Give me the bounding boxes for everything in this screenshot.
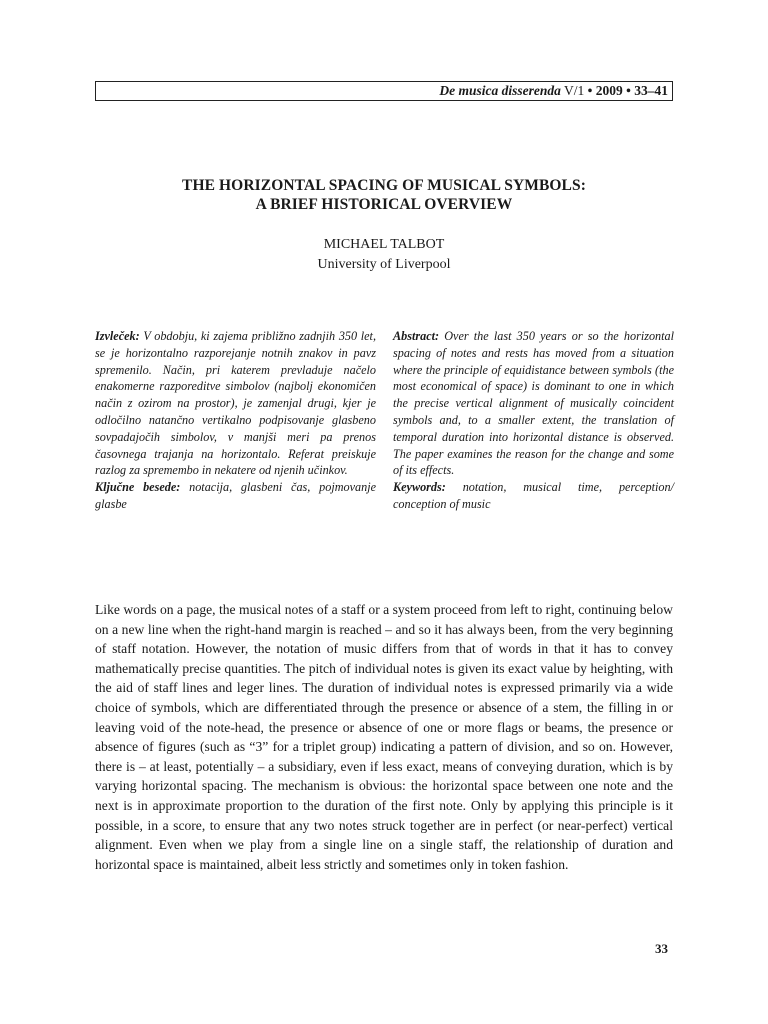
running-header bbox=[95, 81, 673, 101]
volume: V/1 bbox=[564, 83, 585, 98]
author-affiliation: University of Liverpool bbox=[317, 257, 451, 272]
page-range: 33–41 bbox=[634, 83, 668, 98]
keywords-sl: Ključne besede: notacija, glasbeni čas, pojmovanje glasbe bbox=[95, 480, 376, 511]
keywords-sl-label: Ključne besede: bbox=[95, 480, 181, 495]
separator: • bbox=[622, 83, 635, 98]
journal-name: De musica disserenda bbox=[439, 83, 561, 98]
body-paragraph: Like words on a page, the musical notes of a staff or a system proceed from left to right, continuing below on a new line when the right-hand margin is reached – and so it has always been, from the very beginning of staff notation. However, the notation of music differs from that of words in that it has to convey mathematically precise quantities. The pitch of individual notes is given its exact value by heighting, with the aid of staff lines and leger lines. The duration of individual notes is expressed primarily via a wide choice of symbols, which are differentiated through the presence or absence of a stem, the filling in or leaving void of the note-head, the presence or absence of one or more flags or beams, the presence or absence of figures (such as “3” for a triplet group) indicating a pattern of division, and so on. However, there is – at least, potentially – a subsidiary, even if less exact, means of conveying duration, which is by varying horizontal spacing. The mechanism is obvious: the horizontal space between one note and the next is in approximate proportion to the duration of the first note. Only by applying this principle is it possible, in a score, to ensure that any two notes struck together are in perfect (or near-perfect) vertical alignment. Even when we play from a single line on a single staff, the relationship of duration and horizontal space is maintained, albeit less strictly and sometimes only in token fashion. bbox=[95, 602, 673, 872]
year: 2009 bbox=[595, 83, 623, 98]
separator: • bbox=[584, 83, 596, 98]
title-line-2: A BRIEF HISTORICAL OVERVIEW bbox=[255, 196, 513, 213]
title-line-1: THE HORIZONTAL SPACING OF MUSICAL SYMBOLS: bbox=[182, 177, 586, 194]
abstract-slovenian bbox=[95, 328, 376, 513]
article-title bbox=[95, 176, 673, 214]
author-block bbox=[95, 235, 673, 275]
abstract-sl-text: Izvleček: V obdobju, ki zajema približno zadnjih 350 let, se je horizontalno razporejanje notnih znakov in pavz spremenilo. Način, pri katerem prevladuje načelo enakomerne razporeditve simbolov (najbolj ekonomičen način z ozirom na prostor), je zamenjal drugi, kjer je odločilno natančno vertikalno podpisovanje glasbeno sovpadajočih simbolov, v manjši meri pa prenos časovnega trajanja na horizontalo. Referat preiskuje razlog za spremembo in nekatere od njenih učinkov. bbox=[95, 329, 376, 478]
abstract-en-label: Abstract: bbox=[393, 329, 440, 343]
keywords-en: Keywords: notation, musical time, perception/ conception of music bbox=[393, 480, 674, 511]
abstract-sl-label: Izvleček: bbox=[95, 329, 140, 343]
keywords-en-label: Keywords: bbox=[393, 480, 446, 495]
abstract-english bbox=[393, 328, 674, 513]
abstract-en-text: Abstract: Over the last 350 years or so the horizontal spacing of notes and rests has moved from a situation where the principle of equidistance between symbols (the most economical of space) is dominant to one in which the precise vertical alignment of musically coincident symbols and, to a smaller extent, the translation of temporal duration into horizontal distance is observed. The paper examines the reason for the change and some of its effects. bbox=[393, 329, 674, 478]
page-number: 33 bbox=[655, 941, 668, 956]
author-name: MICHAEL TALBOT bbox=[323, 237, 445, 252]
